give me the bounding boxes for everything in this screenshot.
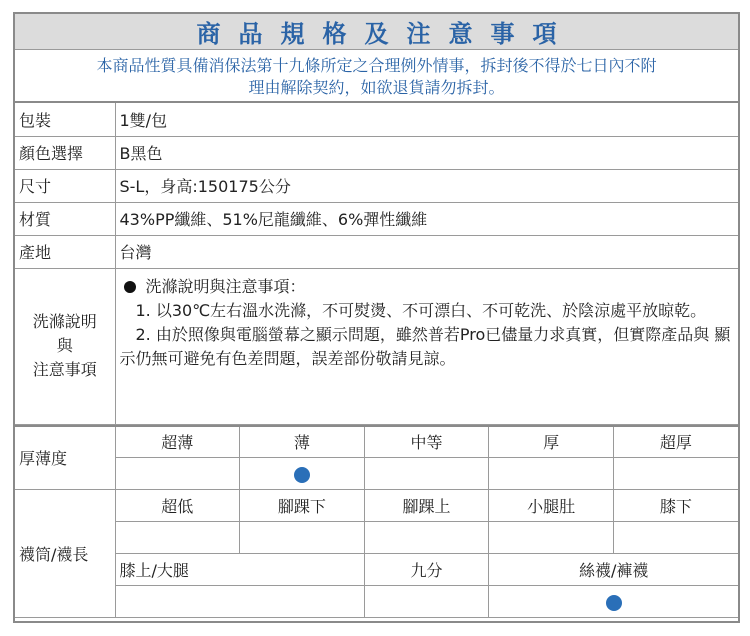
thickness-marker-cell [364,458,489,490]
spec-value: S-L，身高:150175公分 [115,169,738,202]
thickness-label: 厚薄度 [15,426,115,490]
spec-table [15,103,738,425]
length-option: 膝上/大腿 [115,554,364,586]
thickness-option: 超薄 [115,426,240,458]
thickness-option: 厚 [489,426,614,458]
length-option: 腳踝下 [240,490,365,522]
spec-label: 包裝 [15,103,115,136]
length-marker-cell [364,586,489,618]
spec-row-wash [15,268,738,424]
length-marker-row-1 [15,522,738,554]
thickness-marker-cell [115,458,240,490]
spec-label: 材質 [15,202,115,235]
wash-label-line-2: 與 [56,336,73,355]
wash-label-line-3: 注意事項 [32,360,97,379]
wash-label-line-1: 洗滌說明 [32,312,97,331]
notice-line-1: 本商品性質具備消保法第十九條所定之合理例外情事，拆封後不得於七日內不附 [96,56,657,75]
spec-label: 尺寸 [15,169,115,202]
wash-heading [120,275,735,299]
spec-label: 顏色選擇 [15,136,115,169]
wash-instructions [115,268,738,424]
wash-item-2: 2. 由於照像與電腦螢幕之顯示問題，雖然普若Pro已儘量力求真實，但實際產品與 顯示仍無可避免有色差問題，誤差部份敬請見諒。 [119,324,731,368]
length-marker-cell [115,522,240,554]
thickness-marker-cell [613,458,738,490]
wash-item-1: 1. 以30℃左右溫水洗滌，不可熨燙、不可漂白、不可乾洗、於陰涼處平放晾乾。 [119,300,707,320]
thickness-option: 超厚 [613,426,738,458]
length-marker-cell [613,522,738,554]
thickness-option: 薄 [240,426,365,458]
page-title: 商品規格及注意事項 [15,14,738,50]
length-option: 腳踝上 [364,490,489,522]
selected-dot-icon [294,467,310,483]
spec-value: 台灣 [115,235,738,268]
spec-sheet [13,12,740,623]
spec-label: 產地 [15,235,115,268]
spec-row-package [15,103,738,136]
length-label: 襪筒/襪長 [15,490,115,618]
wash-label [15,268,115,424]
selected-dot-icon [606,595,622,611]
length-option: 膝下 [613,490,738,522]
spec-value: B黑色 [115,136,738,169]
length-marker-cell [489,586,738,618]
length-marker-cell [489,522,614,554]
length-marker-cell [240,522,365,554]
spec-row-material [15,202,738,235]
notice-line-2: 理由解除契約，如欲退貨請勿拆封。 [248,78,505,97]
spec-row-origin [15,235,738,268]
return-notice [15,50,738,103]
spec-row-size [15,169,738,202]
thickness-options-row [15,426,738,458]
length-option: 九分 [364,554,489,586]
attribute-grid [15,425,738,619]
thickness-marker-row [15,458,738,490]
thickness-option: 中等 [364,426,489,458]
wash-heading-text: 洗滌說明與注意事項： [145,276,306,296]
length-marker-cell [115,586,364,618]
length-marker-row-2 [15,586,738,618]
length-options-row-1 [15,490,738,522]
thickness-marker-cell [489,458,614,490]
length-option: 絲襪/褲襪 [489,554,738,586]
spec-value: 43%PP纖維、51%尼龍纖維、6%彈性纖維 [115,202,738,235]
spec-value: 1雙/包 [115,103,738,136]
length-marker-cell [364,522,489,554]
spec-row-color [15,136,738,169]
length-option: 超低 [115,490,240,522]
length-option: 小腿肚 [489,490,614,522]
length-options-row-2 [15,554,738,586]
thickness-marker-cell [240,458,365,490]
bullet-icon [124,281,136,293]
